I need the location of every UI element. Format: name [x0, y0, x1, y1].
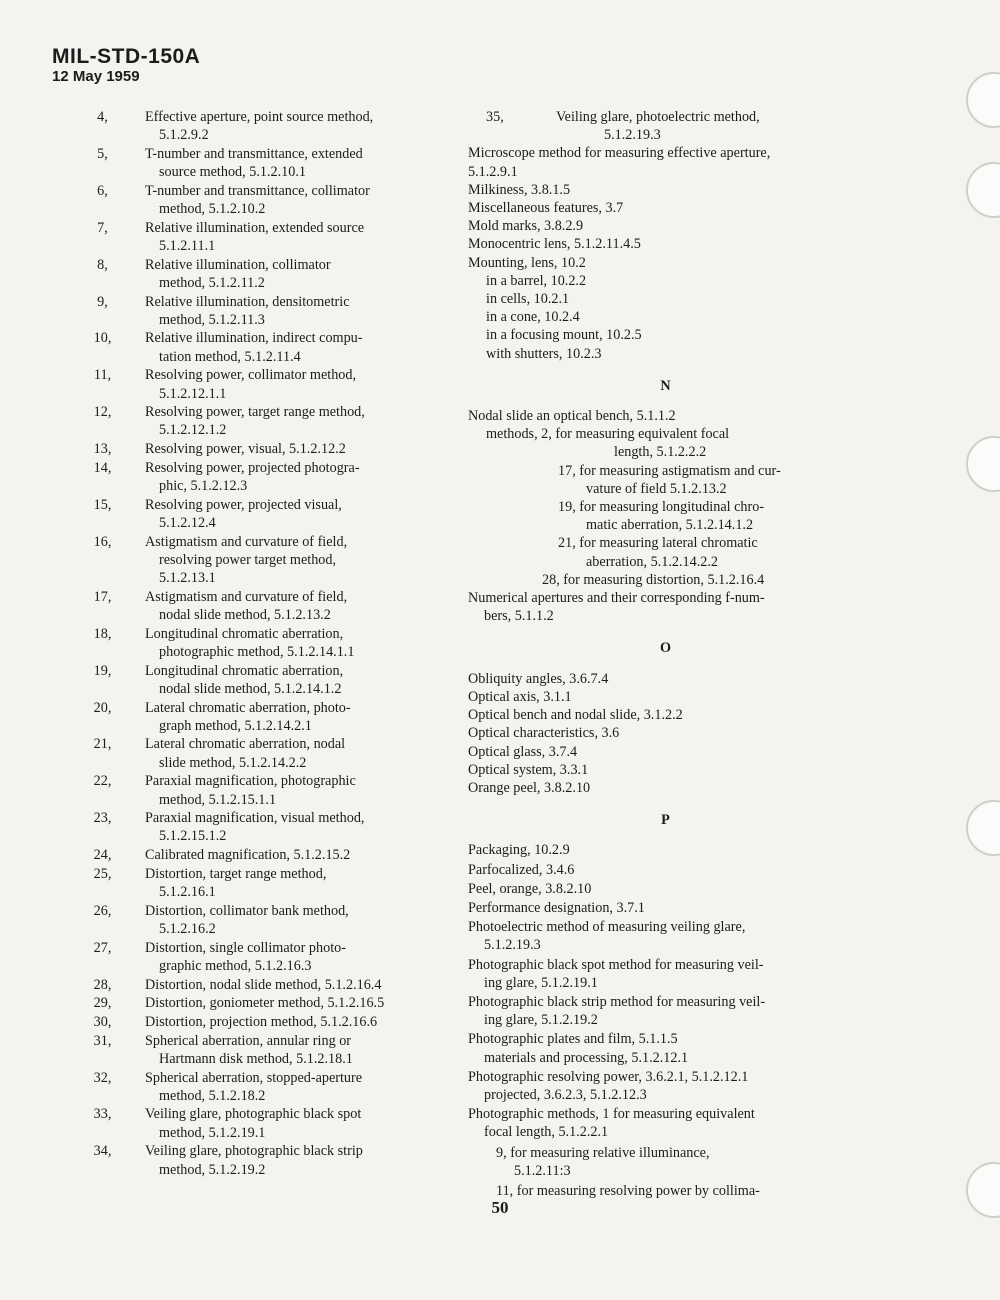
method-line: phic, 5.1.2.12.3 [159, 478, 248, 495]
method-entry [60, 588, 440, 624]
method-text [145, 625, 440, 661]
method-text [145, 219, 440, 255]
method-line: Relative illumination, indirect compu- [145, 330, 363, 347]
method-text [145, 496, 440, 532]
method-entry [60, 662, 440, 698]
method-entry [60, 1069, 440, 1105]
index-line: ing glare, 5.1.2.19.1 [484, 974, 598, 991]
index-line: aberration, 5.1.2.14.2.2 [586, 553, 718, 570]
method-line: slide method, 5.1.2.14.2.2 [159, 754, 307, 771]
method-text [145, 256, 440, 292]
method-text [145, 809, 440, 845]
index-line: Photographic resolving power, 3.6.2.1, 5.1.2.12.1 [468, 1068, 749, 1085]
index-line: Monocentric lens, 5.1.2.11.4.5 [468, 236, 641, 253]
index-line: Packaging, 10.2.9 [468, 842, 570, 859]
index-entry [468, 880, 863, 898]
index-line: ing glare, 5.1.2.19.2 [484, 1012, 598, 1029]
method-line: Spherical aberration, stopped-aperture [145, 1069, 363, 1086]
method-entry [60, 1032, 440, 1068]
method-line: Hartmann disk method, 5.1.2.18.1 [159, 1050, 353, 1067]
index-line: matic aberration, 5.1.2.14.1.2 [586, 517, 754, 534]
index-line: Photographic methods, 1 for measuring equivalent [468, 1106, 755, 1123]
method-line: Relative illumination, densitometric [145, 293, 350, 310]
index-entry-nodal-slide: Nodal slide an optical bench, 5.1.1.2 [468, 408, 676, 425]
method-number: 32, [93, 1069, 112, 1086]
right-column-index [468, 108, 863, 1200]
index-line: Numerical apertures and their corresponding f-num- [468, 590, 765, 607]
method-number: 8, [97, 256, 108, 273]
method-entry [60, 735, 440, 771]
index-entry [468, 1105, 863, 1141]
method-text [145, 329, 440, 365]
method-entry [60, 902, 440, 938]
method-number: 29, [93, 995, 112, 1012]
index-entry [468, 1068, 863, 1104]
index-subentry: in a focusing mount, 10.2.5 [486, 327, 642, 344]
method-number: 7, [97, 219, 108, 236]
method-line: Veiling glare, photoelectric method, [556, 109, 760, 125]
binder-hole [966, 162, 1000, 218]
method-text [145, 1105, 440, 1141]
method-number: 21, [93, 736, 112, 753]
method-line: 5.1.2.16.2 [159, 920, 216, 937]
index-line: methods, 2, for measuring equivalent focal [486, 426, 730, 443]
index-entry [468, 144, 863, 180]
method-line: method, 5.1.2.10.2 [159, 201, 266, 218]
index-entry: Optical system, 3.3.1 [468, 761, 589, 778]
method-line: method, 5.1.2.18.2 [159, 1087, 266, 1104]
method-entry [60, 772, 440, 808]
method-number: 33, [93, 1106, 112, 1123]
method-text [145, 1013, 440, 1031]
index-line: materials and processing, 5.1.2.12.1 [484, 1049, 689, 1066]
method-entry [468, 108, 863, 144]
index-entry [468, 235, 863, 253]
method-number: 13, [93, 441, 112, 458]
method-text [145, 108, 440, 144]
index-entry: Optical characteristics, 3.6 [468, 725, 620, 742]
method-entry [60, 145, 440, 181]
index-line: Performance designation, 3.7.1 [468, 899, 645, 916]
method-line: Resolving power, projected visual, [145, 496, 342, 513]
method-entry [60, 182, 440, 218]
method-line: method, 5.1.2.11.2 [159, 274, 265, 291]
method-line: Lateral chromatic aberration, photo- [145, 699, 351, 716]
method-entry [60, 329, 440, 365]
method-line: 5.1.2.13.1 [159, 570, 216, 587]
section-letter-p: P [661, 812, 670, 829]
index-line: projected, 3.6.2.3, 5.1.2.12.3 [484, 1086, 647, 1103]
index-entry: Orange peel, 3.8.2.10 [468, 779, 591, 796]
method-number: 20, [93, 699, 112, 716]
index-entry: Optical bench and nodal slide, 3.1.2.2 [468, 707, 683, 724]
nodal-methods-entry [468, 425, 863, 461]
method-line: graph method, 5.1.2.14.2.1 [159, 717, 312, 734]
o-index-entries [468, 670, 863, 797]
method-entry [60, 108, 440, 144]
index-line: Milkiness, 3.8.1.5 [468, 181, 571, 198]
method-number: 30, [93, 1013, 112, 1030]
method-entry [60, 403, 440, 439]
method-number: 34, [93, 1143, 112, 1160]
method-text [145, 459, 440, 495]
method-text [556, 108, 863, 144]
index-line: 21, for measuring lateral chromatic [558, 535, 758, 552]
index-line: 5.1.2.19.3 [484, 937, 541, 954]
section-letter-n: N [660, 377, 671, 394]
method-text [145, 1032, 440, 1068]
method-number: 27, [93, 939, 112, 956]
index-entry [468, 993, 863, 1029]
method-number: 26, [93, 902, 112, 919]
index-line: 11, for measuring resolving power by collima- [496, 1182, 760, 1199]
index-line: Photographic plates and film, 5.1.1.5 [468, 1031, 678, 1048]
index-subentry: in cells, 10.2.1 [486, 291, 570, 308]
method-number: 6, [97, 182, 108, 199]
method-entry [60, 496, 440, 532]
photographic-method-subentries [468, 1144, 863, 1201]
binder-hole [966, 800, 1000, 856]
method-text [145, 588, 440, 624]
method-number: 25, [93, 865, 112, 882]
method-entry [60, 1013, 440, 1031]
method-line: Calibrated magnification, 5.1.2.15.2 [145, 847, 351, 864]
method-entry [60, 219, 440, 255]
method-text [145, 994, 440, 1012]
method-line: Relative illumination, extended source [145, 219, 365, 236]
method-entry [60, 846, 440, 864]
method-entry [60, 440, 440, 458]
method-number: 14, [93, 459, 112, 476]
page-number: 50 [491, 1198, 509, 1217]
index-entry [468, 181, 863, 199]
method-text [145, 366, 440, 402]
method-entry [60, 625, 440, 661]
method-line: 5.1.2.12.1.1 [159, 385, 227, 402]
document-header [52, 46, 200, 86]
method-line: tation method, 5.1.2.11.4 [159, 348, 301, 365]
method-number: 11, [93, 367, 112, 384]
method-line: source method, 5.1.2.10.1 [159, 164, 306, 181]
method-line: Distortion, projection method, 5.1.2.16.6 [145, 1013, 378, 1030]
index-entry [468, 918, 863, 954]
method-text [145, 735, 440, 771]
index-line: length, 5.1.2.2.2 [614, 444, 707, 461]
method-line: Spherical aberration, annular ring or [145, 1032, 352, 1049]
document-date: 12 May 1959 [52, 68, 140, 85]
method-line: method, 5.1.2.15.1.1 [159, 791, 277, 808]
method-line: Resolving power, target range method, [145, 404, 365, 421]
index-subentry: in a barrel, 10.2.2 [486, 272, 587, 289]
method-text [145, 662, 440, 698]
nodal-method-list [468, 462, 863, 571]
method-entry [60, 809, 440, 845]
method-line: Lateral chromatic aberration, nodal [145, 736, 346, 753]
index-line: 17, for measuring astigmatism and cur- [558, 462, 781, 479]
method-text [145, 976, 440, 994]
method-text [145, 846, 440, 864]
method-entry [60, 1105, 440, 1141]
method-entry [60, 699, 440, 735]
index-line: Peel, orange, 3.8.2.10 [468, 880, 592, 897]
method-line: 5.1.2.15.1.2 [159, 828, 227, 845]
method-number: 16, [93, 533, 112, 550]
index-entry [468, 861, 863, 879]
method-text [145, 533, 440, 588]
method-entry [60, 939, 440, 975]
method-text [145, 403, 440, 439]
method-line: 5.1.2.16.1 [159, 884, 216, 901]
method-number: 19, [93, 662, 112, 679]
binder-hole [966, 72, 1000, 128]
method-text [145, 182, 440, 218]
method-text [145, 939, 440, 975]
m-index-entries [468, 144, 863, 271]
method-line: Paraxial magnification, visual method, [145, 810, 365, 827]
index-line: Miscellaneous features, 3.7 [468, 200, 624, 217]
method-text [145, 145, 440, 181]
method-number: 5, [97, 145, 108, 162]
method-number: 4, [97, 109, 108, 125]
method-text [145, 902, 440, 938]
method-line: Paraxial magnification, photographic [145, 773, 356, 790]
method-number: 18, [93, 625, 112, 642]
index-subentry: with shutters, 10.2.3 [486, 345, 602, 362]
method-entry [60, 865, 440, 901]
nodal-method-item [468, 534, 863, 570]
method-text [145, 1069, 440, 1105]
method-entry [60, 459, 440, 495]
method-number: 12, [93, 404, 112, 421]
index-entry: Optical glass, 3.7.4 [468, 743, 578, 760]
index-entry-numerical-apertures [468, 589, 863, 625]
index-subentry: in a cone, 10.2.4 [486, 309, 580, 326]
method-number: 9, [97, 293, 108, 310]
mounting-subentries [468, 272, 863, 363]
method-line: Astigmatism and curvature of field, [145, 588, 348, 605]
method-line: Distortion, target range method, [145, 865, 327, 882]
method-line: method, 5.1.2.19.1 [159, 1124, 266, 1141]
method-line: 5.1.2.11.1 [159, 237, 216, 254]
index-line: Mold marks, 3.8.2.9 [468, 218, 584, 235]
method-line: method, 5.1.2.19.2 [159, 1161, 266, 1178]
index-line: Mounting, lens, 10.2 [468, 254, 586, 271]
method-text [145, 293, 440, 329]
binder-hole [966, 436, 1000, 492]
index-line: Parfocalized, 3.4.6 [468, 861, 575, 878]
method-line: Veiling glare, photographic black strip [145, 1143, 363, 1160]
method-line: Distortion, single collimator photo- [145, 939, 346, 956]
method-line: T-number and transmittance, extended [145, 145, 363, 162]
left-column-method-list [60, 108, 440, 1179]
method-line: Resolving power, projected photogra- [145, 459, 360, 476]
method-entry [60, 366, 440, 402]
index-line: Photoelectric method of measuring veiling glare, [468, 919, 746, 936]
index-line: bers, 5.1.1.2 [484, 608, 554, 625]
nodal-method-last: 28, for measuring distortion, 5.1.2.16.4 [542, 571, 765, 588]
method-line: nodal slide method, 5.1.2.13.2 [159, 606, 331, 623]
index-line: 5.1.2.11:3 [514, 1162, 571, 1179]
method-entry [60, 533, 440, 588]
method-line: nodal slide method, 5.1.2.14.1.2 [159, 680, 342, 697]
index-entry [468, 956, 863, 992]
method-text [145, 1142, 440, 1178]
method-line: Effective aperture, point source method, [145, 109, 374, 125]
method-number: 31, [93, 1032, 112, 1049]
index-entry [468, 199, 863, 217]
method-entry [60, 256, 440, 292]
index-entry: Obliquity angles, 3.6.7.4 [468, 670, 609, 687]
method-text [145, 772, 440, 808]
method-line: Longitudinal chromatic aberration, [145, 625, 344, 642]
method-text [145, 699, 440, 735]
method-line: 5.1.2.19.3 [604, 127, 661, 144]
index-line: 9, for measuring relative illuminance, [496, 1144, 710, 1161]
method-line: resolving power target method, [159, 551, 337, 568]
index-line: 19, for measuring longitudinal chro- [558, 499, 765, 516]
method-entry [60, 293, 440, 329]
index-line: 5.1.2.9.1 [468, 163, 518, 180]
method-line: 5.1.2.9.2 [159, 127, 209, 144]
method-number: 10, [93, 330, 112, 347]
nodal-method-item [468, 498, 863, 534]
method-line: Resolving power, collimator method, [145, 367, 357, 384]
photographic-method-item [468, 1144, 863, 1180]
method-line: Distortion, collimator bank method, [145, 902, 349, 919]
method-text [145, 865, 440, 901]
index-line: Photographic black strip method for measuring veil- [468, 993, 766, 1010]
index-line: focal length, 5.1.2.2.1 [484, 1124, 609, 1141]
method-entry [60, 976, 440, 994]
method-number: 24, [93, 847, 112, 864]
method-entry [60, 1142, 440, 1178]
method-line: method, 5.1.2.11.3 [159, 311, 265, 328]
method-number: 22, [93, 773, 112, 790]
index-line: vature of field 5.1.2.13.2 [586, 480, 727, 497]
method-line: Veiling glare, photographic black spot [145, 1106, 362, 1123]
index-entry [468, 217, 863, 235]
method-number: 28, [93, 976, 112, 993]
method-number: 23, [93, 810, 112, 827]
index-entry [468, 899, 863, 917]
method-entry [60, 994, 440, 1012]
index-line: Microscope method for measuring effective aperture, [468, 145, 771, 162]
nodal-method-item [468, 462, 863, 498]
method-line: 5.1.2.12.4 [159, 514, 216, 531]
section-letter-o: O [659, 640, 672, 657]
method-line: Distortion, goniometer method, 5.1.2.16.5 [145, 995, 385, 1012]
index-entry [468, 841, 863, 859]
method-line: Distortion, nodal slide method, 5.1.2.16.4 [145, 976, 382, 993]
method-line: Longitudinal chromatic aberration, [145, 662, 344, 679]
method-line: Relative illumination, collimator [145, 256, 331, 273]
method-number: 35, [486, 109, 504, 125]
document-id: MIL-STD-150A [52, 45, 201, 68]
method-text [145, 440, 440, 458]
method-number: 15, [93, 496, 112, 513]
method-number: 17, [93, 588, 112, 605]
index-entry [468, 254, 863, 272]
index-entry: Optical axis, 3.1.1 [468, 688, 572, 705]
index-entry [468, 1030, 863, 1066]
method-line: T-number and transmittance, collimator [145, 182, 370, 199]
index-line: Photographic black spot method for measuring veil- [468, 956, 764, 973]
method-line: photographic method, 5.1.2.14.1.1 [159, 643, 355, 660]
method-line: Astigmatism and curvature of field, [145, 533, 348, 550]
method-line: Resolving power, visual, 5.1.2.12.2 [145, 441, 346, 458]
p-index-entries [468, 841, 863, 1141]
method-line: graphic method, 5.1.2.16.3 [159, 957, 312, 974]
method-line: 5.1.2.12.1.2 [159, 422, 227, 439]
